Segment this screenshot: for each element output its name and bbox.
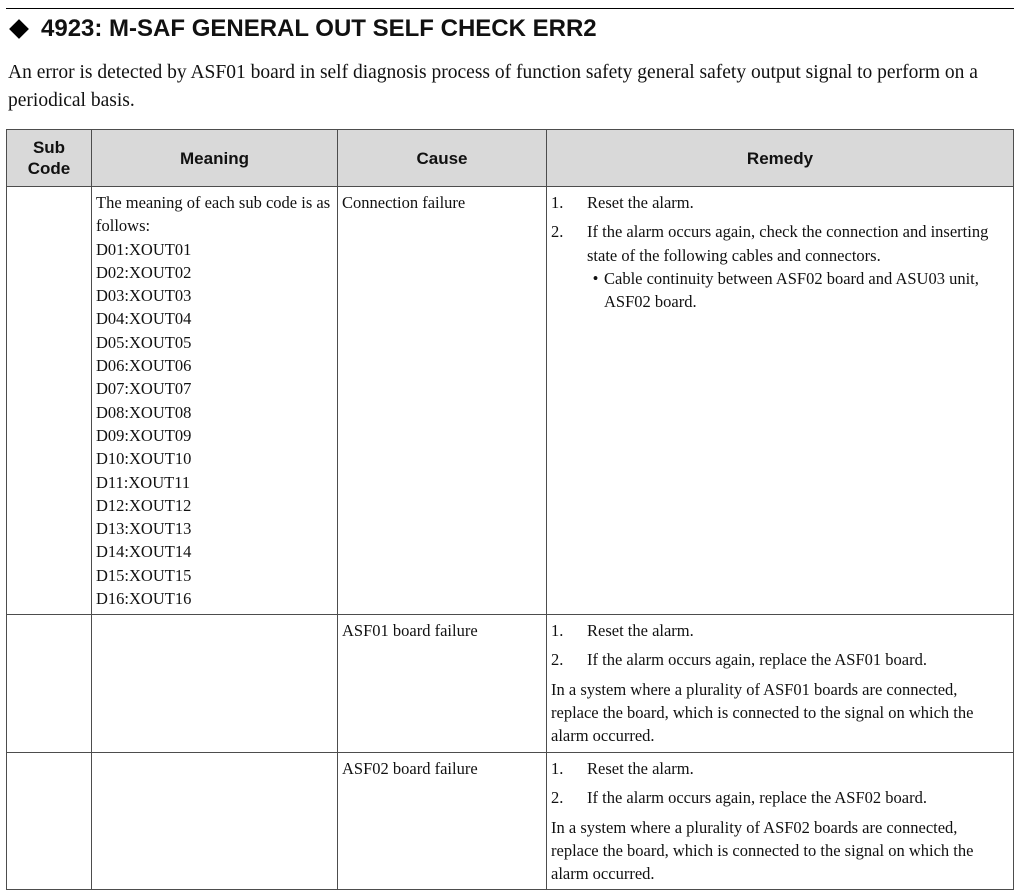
meaning-intro: The meaning of each sub code is as follows: xyxy=(96,193,331,236)
alarm-description: An error is detected by ASF01 board in self diagnosis process of function safety general safety output signal to perform on a periodical basis. xyxy=(8,62,978,111)
remedy-step-text: If the alarm occurs again, replace the ASF01 board. xyxy=(587,650,927,670)
meaning-cell xyxy=(92,753,338,890)
remedy-step xyxy=(551,786,1009,809)
meaning-code: D04:XOUT04 xyxy=(96,309,192,329)
meaning-code: D11:XOUT11 xyxy=(96,472,191,492)
meaning-code: D09:XOUT09 xyxy=(96,425,192,445)
remedy-step-text: If the alarm occurs again, replace the ASF02 board. xyxy=(587,788,927,808)
cause-text: ASF02 board failure xyxy=(342,759,478,778)
cause-cell xyxy=(338,753,547,890)
meaning-code: D12:XOUT12 xyxy=(96,495,192,515)
remedy-cell xyxy=(547,615,1014,753)
table-row xyxy=(7,753,1014,890)
sub-code-cell xyxy=(7,187,92,615)
cause-cell xyxy=(338,187,547,615)
alarm-heading xyxy=(8,14,597,44)
remedy-step-number: 1. xyxy=(551,621,564,640)
bullet-dot-icon: • xyxy=(592,268,599,288)
meaning-code: D02:XOUT02 xyxy=(96,262,192,282)
remedy-step-text: Reset the alarm. xyxy=(587,193,694,212)
meaning-code: D01:XOUT01 xyxy=(96,239,192,259)
remedy-step-number: 2. xyxy=(551,222,564,242)
sub-code-value xyxy=(7,615,91,619)
cause-cell xyxy=(338,615,547,753)
alarm-title: 4923: M-SAF GENERAL OUT SELF CHECK ERR2 xyxy=(41,15,597,42)
remedy-step-number: 2. xyxy=(551,650,564,670)
remedy-step-text: Reset the alarm. xyxy=(587,759,694,778)
remedy-bullet xyxy=(587,267,1009,314)
meaning-code: D15:XOUT15 xyxy=(96,565,192,585)
table-header-row xyxy=(7,130,1014,187)
table-row xyxy=(7,615,1014,753)
header-cause: Cause xyxy=(338,130,547,187)
remedy-step-number: 2. xyxy=(551,788,564,808)
diamond-bullet-icon xyxy=(9,19,29,39)
meaning-code: D03:XOUT03 xyxy=(96,286,192,306)
sub-code-value xyxy=(7,187,91,191)
sub-code-cell xyxy=(7,615,92,753)
remedy-step xyxy=(551,191,1009,214)
meaning-code: D05:XOUT05 xyxy=(96,332,192,352)
remedy-cell xyxy=(547,187,1014,615)
remedy-note: In a system where a plurality of ASF01 boards are connected, replace the board, which is connected to the signal on which the alarm occurred. xyxy=(551,679,974,746)
meaning-code: D13:XOUT13 xyxy=(96,519,192,539)
remedy-step xyxy=(551,648,1009,671)
sub-code-cell xyxy=(7,753,92,890)
cause-text: Connection failure xyxy=(342,193,466,212)
top-rule xyxy=(6,8,1014,9)
header-remedy: Remedy xyxy=(547,130,1014,187)
remedy-bullet-text: Cable continuity between ASF02 board and ASU03 unit, ASF02 board. xyxy=(604,268,979,312)
meaning-code: D06:XOUT06 xyxy=(96,356,192,376)
meaning-code: D10:XOUT10 xyxy=(96,449,192,469)
sub-code-value xyxy=(7,753,91,757)
cause-text: ASF01 board failure xyxy=(342,621,478,640)
meaning-cell xyxy=(92,187,338,615)
table-row xyxy=(7,187,1014,615)
header-meaning: Meaning xyxy=(92,130,338,187)
meaning-code: D08:XOUT08 xyxy=(96,402,192,422)
alarm-table xyxy=(6,129,1014,890)
remedy-step-number: 1. xyxy=(551,759,564,778)
meaning-code: D14:XOUT14 xyxy=(96,542,192,562)
remedy-step xyxy=(551,619,1009,642)
header-sub-code: Sub Code xyxy=(7,130,92,187)
meaning-code: D07:XOUT07 xyxy=(96,379,192,399)
remedy-step xyxy=(551,220,1009,267)
meaning-cell xyxy=(92,615,338,753)
remedy-step-number: 1. xyxy=(551,193,564,212)
remedy-note: In a system where a plurality of ASF02 boards are connected, replace the board, which is connected to the signal on which the alarm occurred. xyxy=(551,817,974,884)
remedy-step-text: If the alarm occurs again, check the connection and inserting state of the following cables and connectors. xyxy=(587,222,989,265)
meaning-code: D16:XOUT16 xyxy=(96,589,192,609)
remedy-step xyxy=(551,757,1009,780)
remedy-step-text: Reset the alarm. xyxy=(587,621,694,640)
remedy-cell xyxy=(547,753,1014,890)
